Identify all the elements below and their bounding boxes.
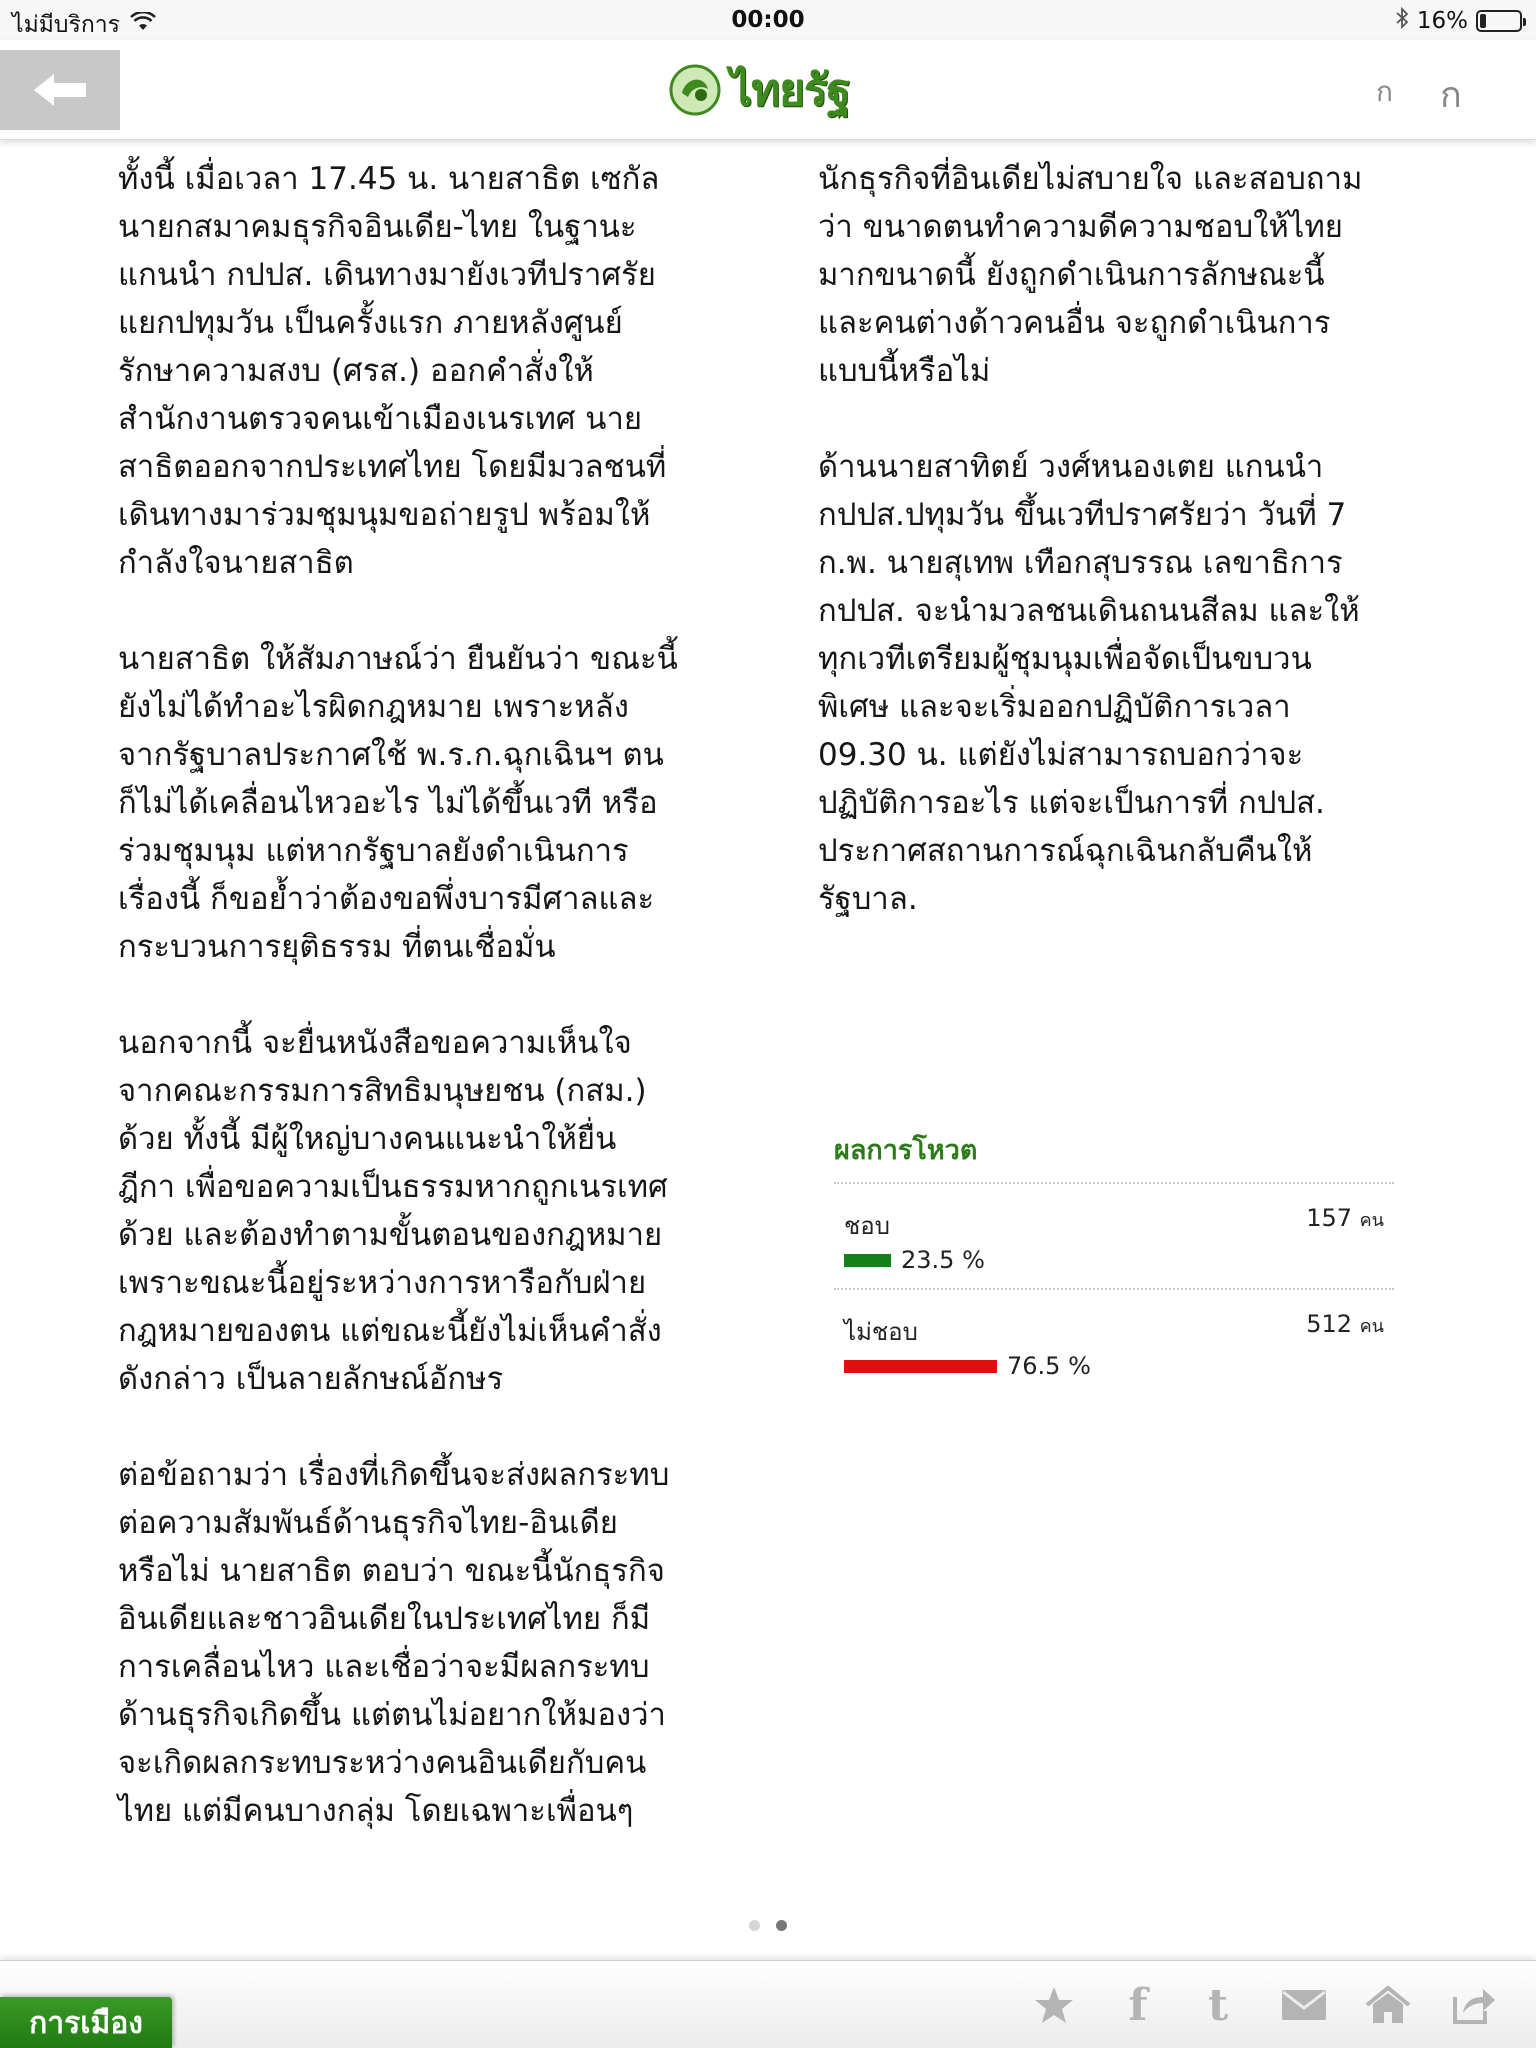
star-icon [1033, 1984, 1075, 2026]
share-icon [1451, 1985, 1497, 2025]
article-paragraph [118, 1019, 718, 1403]
article-line: ดังกล่าว เป็นลายลักษณ์อักษร [118, 1361, 504, 1397]
article-line: ด้วย และต้องทำตามขั้นตอนของกฎหมาย [118, 1217, 663, 1253]
article-paragraph [118, 155, 718, 587]
article-line: ประกาศสถานการณ์ฉุกเฉินกลับคืนให้ [818, 833, 1313, 869]
article-line: กำลังใจนายสาธิต [118, 545, 354, 581]
page-indicator [0, 1920, 1536, 1931]
home-button[interactable] [1362, 1979, 1414, 2031]
article-line: พิเศษ และจะเริ่มออกปฏิบัติการเวลา [818, 689, 1291, 725]
article-line: ต่อความสัมพันธ์ด้านธุรกิจไทย-อินเดีย [118, 1505, 618, 1541]
article-paragraph [118, 635, 718, 971]
vote-count-value: 157 [1306, 1204, 1352, 1232]
logo-emblem-icon [668, 63, 722, 117]
bluetooth-icon [1395, 7, 1409, 35]
article-line: ก็ไม่ได้เคลื่อนไหวอะไร ไม่ได้ขึ้นเวที หรือ [118, 785, 658, 821]
article-line: ทั้งนี้ เมื่อเวลา 17.45 น. นายสาธิต เซกัล [118, 161, 660, 197]
vote-results [834, 1128, 1394, 1396]
article-line: ว่า ขนาดตนทำความดีความชอบให้ไทย [818, 209, 1343, 245]
vote-label: ชอบ [844, 1212, 890, 1240]
article-line: สำนักงานตรวจคนเข้าเมืองเนรเทศ นาย [118, 401, 643, 437]
article-line: ปฏิบัติการอะไร แต่จะเป็นการที่ กปปส. [818, 785, 1325, 821]
battery-level [1480, 14, 1486, 28]
carrier-label: ไม่มีบริการ [12, 12, 121, 38]
article-line: ด้วย ทั้งนี้ มีผู้ใหญ่บางคนแนะนำให้ยื่น [118, 1121, 617, 1157]
article-line: จากรัฐบาลประกาศใช้ พ.ร.ก.ฉุกเฉินฯ ตน [118, 737, 664, 773]
battery-percent: 16% [1416, 8, 1468, 34]
article-line: นายสาธิต ให้สัมภาษณ์ว่า ยืนยันว่า ขณะนี้ [118, 641, 678, 677]
vote-label: ไม่ชอบ [844, 1318, 918, 1346]
favorite-button[interactable] [1028, 1979, 1080, 2031]
article-column-left [118, 155, 718, 1883]
font-size-increase-button[interactable]: ก [1440, 66, 1462, 123]
article-column-right [818, 155, 1418, 971]
section-tab-politics[interactable]: การเมือง [0, 1997, 172, 2048]
article-line: หรือไม่ นายสาธิต ตอบว่า ขณะนี้นักธุรกิจ [118, 1553, 665, 1589]
back-arrow-icon [32, 70, 88, 110]
page-dot-1[interactable] [749, 1920, 760, 1931]
article-line: เพราะขณะนี้อยู่ระหว่างการหารือกับฝ่าย [118, 1265, 647, 1301]
article-line: เดินทางมาร่วมชุมนุมขอถ่ายรูป พร้อมให้ [118, 497, 651, 533]
article-line: ไทย แต่มีคนบางกลุ่ม โดยเฉพาะเพื่อนๆ [118, 1793, 634, 1829]
font-size-decrease-button[interactable]: ก [1376, 70, 1393, 114]
back-button[interactable] [0, 50, 120, 130]
page-dot-2-active[interactable] [776, 1920, 787, 1931]
article-line: รักษาความสงบ (ศรส.) ออกคำสั่งให้ [118, 353, 594, 389]
article-line: รัฐบาล. [818, 881, 918, 917]
article-line: สาธิตออกจากประเทศไทย โดยมีมวลชนที่ [118, 449, 667, 485]
article-line: นายกสมาคมธุรกิจอินเดีย-ไทย ในฐานะ [118, 209, 637, 245]
article-line: กปปส. จะนำมวลชนเดินถนนสีลม และให้ [818, 593, 1360, 629]
article-line: แยกปทุมวัน เป็นครั้งแรก ภายหลังศูนย์ [118, 305, 623, 341]
article-line: ก.พ. นายสุเทพ เทือกสุบรรณ เลขาธิการ [818, 545, 1343, 581]
home-icon [1365, 1985, 1411, 2025]
vote-count-value: 512 [1306, 1310, 1352, 1338]
article-line: จากคณะกรรมการสิทธิมนุษยชน (กสม.) [118, 1073, 647, 1109]
logo-text: ไทยรัฐ [730, 65, 850, 116]
article-paragraph [118, 1451, 718, 1835]
article-paragraph [818, 155, 1418, 395]
status-time: 00:00 [731, 7, 805, 33]
article-line: จะเกิดผลกระทบระหว่างคนอินเดียกับคน [118, 1745, 647, 1781]
article-line: เรื่องนี้ ก็ขอย้ำว่าต้องขอพึ่งบารมีศาลและ [118, 881, 655, 917]
vote-percent: 23.5 % [901, 1246, 985, 1274]
article-line: กฎหมายของตน แต่ขณะนี้ยังไม่เห็นคำสั่ง [118, 1313, 662, 1349]
article-line: แบบนี้หรือไม่ [818, 353, 991, 389]
article-line: ร่วมชุมนุม แต่หากรัฐบาลยังดำเนินการ [118, 833, 629, 869]
twitter-share-button[interactable] [1192, 1979, 1244, 2031]
thairath-logo [668, 52, 868, 128]
vote-count [1306, 1310, 1384, 1340]
mail-icon [1281, 1989, 1327, 2021]
article-line: นอกจากนี้ จะยื่นหนังสือขอความเห็นใจ [118, 1025, 632, 1061]
vote-results-title: ผลการโหวต [834, 1128, 1394, 1184]
article-line: ฎีกา เพื่อขอความเป็นธรรมหากถูกเนรเทศ [118, 1169, 668, 1205]
battery-icon [1476, 10, 1522, 32]
article-paragraph [818, 443, 1418, 923]
vote-count-unit: คน [1359, 1316, 1384, 1337]
article-line: กปปส.ปทุมวัน ขึ้นเวทีปราศรัยว่า วันที่ 7 [818, 497, 1347, 533]
vote-count [1306, 1204, 1384, 1234]
article-line: ด้านนายสาทิตย์ วงศ์หนองเตย แกนนำ [818, 449, 1324, 485]
vote-bar-row [844, 1352, 1091, 1380]
article-line: การเคลื่อนไหว และเชื่อว่าจะมีผลกระทบ [118, 1649, 650, 1685]
article-line: 09.30 น. แต่ยังไม่สามารถบอกว่าจะ [818, 737, 1304, 773]
top-nav-bar [0, 40, 1536, 140]
vote-count-unit: คน [1359, 1210, 1384, 1231]
vote-bar-like [844, 1254, 891, 1267]
facebook-icon: f [1128, 1979, 1148, 2031]
article-line: แกนนำ กปปส. เดินทางมายังเวทีปราศรัย [118, 257, 656, 293]
article-line: ยังไม่ได้ทำอะไรผิดกฎหมาย เพราะหลัง [118, 689, 629, 725]
article-line: ด้านธุรกิจเกิดขึ้น แต่ตนไม่อยากให้มองว่า [118, 1697, 666, 1733]
article-line: ต่อข้อถามว่า เรื่องที่เกิดขึ้นจะส่งผลกระทบ [118, 1457, 670, 1493]
article-line: มากขนาดนี้ ยังถูกดำเนินการลักษณะนี้ [818, 257, 1325, 293]
vote-item-like [834, 1184, 1394, 1290]
twitter-icon: t [1207, 1979, 1229, 2031]
article-line: อินเดียและชาวอินเดียในประเทศไทย ก็มี [118, 1601, 651, 1637]
article-line: นักธุรกิจที่อินเดียไม่สบายใจ และสอบถาม [818, 161, 1363, 197]
bottom-toolbar [0, 1960, 1536, 2048]
email-share-button[interactable] [1278, 1979, 1330, 2031]
article-line: ทุกเวทีเตรียมผู้ชุมนุมเพื่อจัดเป็นขบวน [818, 641, 1312, 677]
facebook-share-button[interactable] [1112, 1979, 1164, 2031]
article-line: และคนต่างด้าวคนอื่น จะถูกดำเนินการ [818, 305, 1331, 341]
article-line: กระบวนการยุติธรรม ที่ตนเชื่อมั่น [118, 929, 556, 965]
vote-item-dislike [834, 1290, 1394, 1396]
status-bar [0, 0, 1536, 40]
vote-bar-dislike [844, 1360, 997, 1373]
share-button[interactable] [1448, 1979, 1500, 2031]
vote-percent: 76.5 % [1007, 1352, 1091, 1380]
status-right [1395, 7, 1522, 35]
vote-bar-row [844, 1246, 985, 1274]
